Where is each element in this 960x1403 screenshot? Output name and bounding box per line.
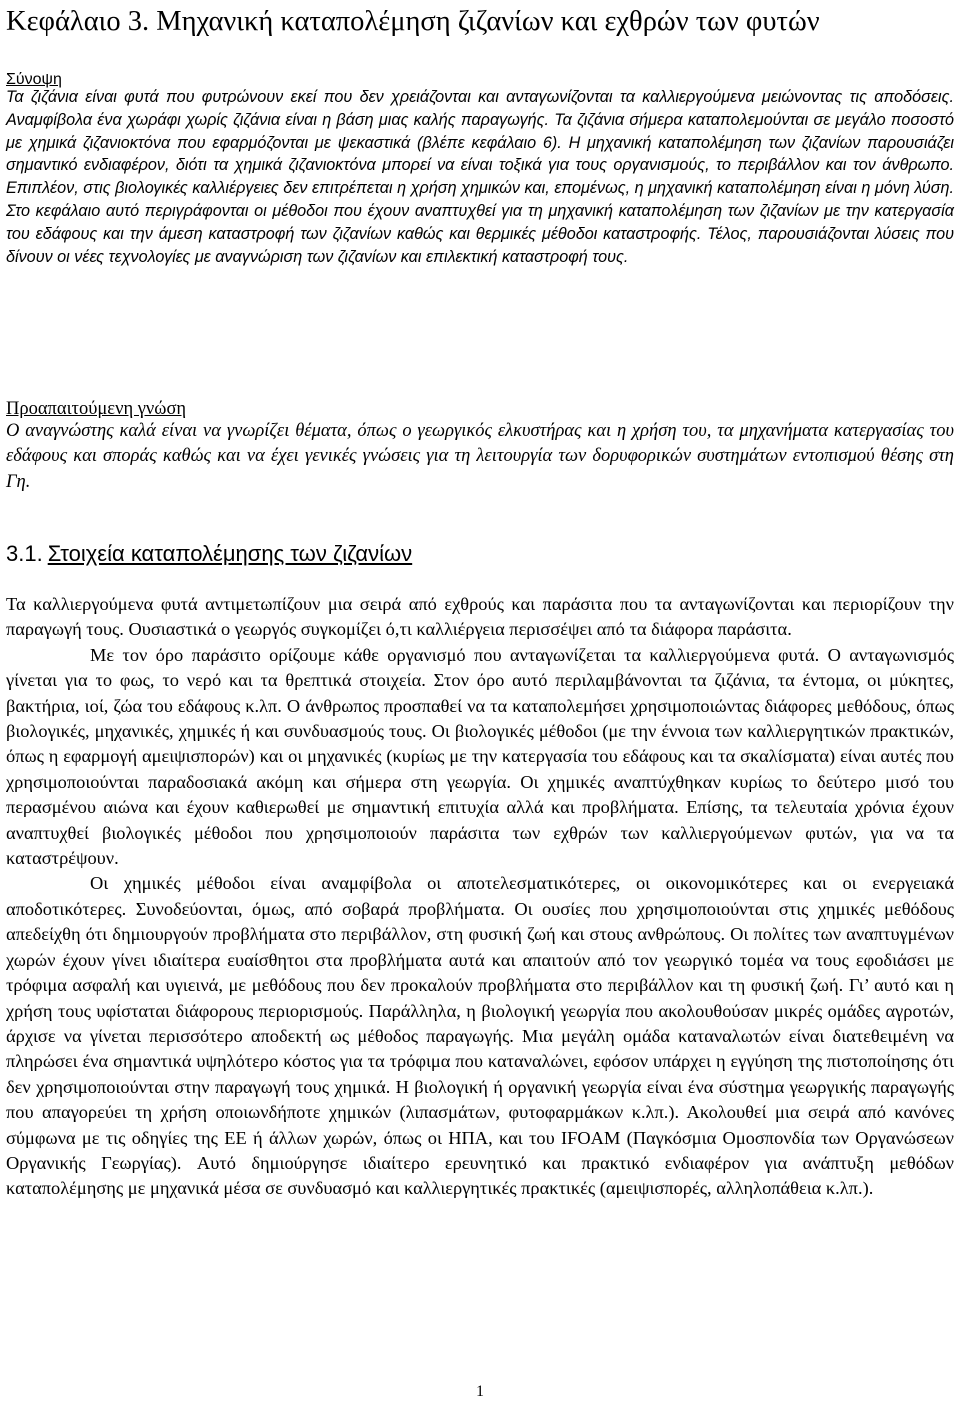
chapter-title: Κεφάλαιο 3. Μηχανική καταπολέμηση ζιζανίων και εχθρών των φυτών <box>6 6 820 37</box>
body-paragraph: Οι χημικές μέθοδοι είναι αναμφίβολα οι αποτελεσματικότερες, οι οικονομικότερες και οι ενεργειακά αποδοτικότερες. Συνοδεύονται, όμως, από σοβαρά προβλήματα. Οι ουσίες που χρησιμοποιούνται στις χημικές μεθόδους απεδείχθη ότι δημιουργούν προβλήματα στο περιβάλλον, στη φυσική ζωή και στους ανθρώπους. Οι πολίτες των αναπτυγμένων χωρών έχουν γίνει ιδιαίτερα ευαίσθητοι στα προβλήματα αυτά και απαιτούν από τον γεωργικό τομέα να τους εφοδιάσει με τρόφιμα ασφαλή και υγιεινά, με μεθόδους που δεν προκαλούν προβλήματα στο περιβάλλον και τη φυσική ζωή. Γι’ αυτό και η χρήση τους υφίσταται διάφορους περιορισμούς. Παράλληλα, η βιολογική γεωργία που ακολουθούσαν μικρές ομάδες αγροτών, άρχισε να γίνεται περισσότερο αποδεκτή ως μέθοδος παραγωγής. Μια μεγάλη ομάδα καταναλωτών είναι διατεθειμένη να πληρώσει ένα σημαντικά υψηλότερο κόστος για τα τρόφιμα που καταναλώνει, εφόσον υπάρχει η εγγύηση της πιστοποίησης ότι δεν χρησιμοποιούνται στην παραγωγή τους χημικά. Η βιολογική ή οργανική γεωργία είναι ένα σύστημα γεωργικής παραγωγής που απαγορεύει τη χρήση οποιωνδήποτε χημικών (λιπασμάτων, φυτοφαρμάκων κ.λπ.). Ακολουθεί μια σειρά από κανόνες σύμφωνα με τις οδηγίες της ΕΕ ή άλλων χωρών, όπως οι ΗΠΑ, και του IFOAM (Παγκόσμια Ομοσπονδία των Οργανώσεων Οργανικής Γεωργίας). Αυτό δημιούργησε ιδιαίτερο ερευνητικό και πρακτικό ενδιαφέρον για ανάπτυξη μεθόδων καταπολέμησης με μηχανικά μέσα σε συνδυασμό και καλλιεργητικές πρακτικές (αμειψισπορές, αλληλοπάθεια κ.λπ.). <box>6 873 954 1199</box>
body-paragraph: Με τον όρο παράσιτο ορίζουμε κάθε οργανισμό που ανταγωνίζεται τα καλλιεργούμενα φυτά. Ο ανταγωνισμός γίνεται για το φως, το νερό και τα θρεπτικά στοιχεία. Στον όρο αυτό περιλαμβάνονται τα ζιζάνια, τα έντομα, οι μύκητες, βακτήρια, ιοί, ζώα του εδάφους κ.λπ. Ο άνθρωπος προσπαθεί να τα καταπολεμήσει χρησιμοποιώντας διάφορες μεθόδους, όπως βιολογικές, μηχανικές, χημικές ή και συνδυασμούς τους. Οι βιολογικές μέθοδοι (με την έννοια των καλλιεργητικών πρακτικών, όπως η εφαρμογή αμειψισπορών) και οι μηχανικές (κυρίως με την κατεργασία του εδάφους και τα σκαλίσματα) είναι αυτές που χρησιμοποιούνται παραδοσιακά ακόμη και σήμερα στη γεωργία. Οι χημικές αναπτύχθηκαν κυρίως το δεύτερο μισό του περασμένου αιώνα και έχουν καθιερωθεί με σημαντική επιτυχία αλλά και προβλήματα. Επίσης, τα τελευταία χρόνια έχουν αναπτυχθεί βιολογικές μέθοδοι που χρησιμοποιούν παράσιτα των εχθρών των καλλιεργούμενων φυτών, για να τα καταστρέψουν. <box>6 644 954 869</box>
body-paragraph: Τα καλλιεργούμενα φυτά αντιμετωπίζουν μια σειρά από εχθρούς και παράσιτα που τα ανταγωνίζονται και περιορίζουν την παραγωγή τους. Ουσιαστικά ο γεωργός συγκομίζει ό,τι καλλιέργεια περισσέψει από τα διάφορα παράσιτα. <box>6 594 954 640</box>
prerequisites-text: Ο αναγνώστης καλά είναι να γνωρίζει θέματα, όπως ο γεωργικός ελκυστήρας και η χρήση του, τα μηχανήματα κατεργασίας του εδάφους και σποράς καθώς και να έχει γενικές γνώσεις για τη λειτουργία των δορυφορικών συστημάτων εντοπισμού θέσης στη Γη. <box>6 421 954 492</box>
document-page <box>6 0 954 1403</box>
section-body <box>6 592 954 1202</box>
page-number: 1 <box>476 1383 484 1400</box>
section-title: Στοιχεία καταπολέμησης των ζιζανίων <box>47 541 413 566</box>
section-number: 3.1. <box>6 541 43 566</box>
prerequisites-heading: Προαπαιτούμενη γνώση <box>6 399 187 419</box>
section-heading <box>6 540 412 568</box>
summary-text: Τα ζιζάνια είναι φυτά που φυτρώνουν εκεί που δεν χρειάζονται και ανταγωνίζονται τα καλλιεργούμενα μειώνοντας τις αποδόσεις. Αναμφίβολα ένα χωράφι χωρίς ζιζάνια είναι η βάση μιας καλής παραγωγής. Τα ζιζάνια σήμερα καταπολεμούνται σε μεγάλο ποσοστό με χημικά ζιζανιοκτόνα που εφαρμόζονται με ψεκαστικά (βλέπε κεφάλαιο 6). Η μηχανική καταπολέμηση των ζιζανίων παρουσιάζει σημαντικό ενδιαφέρον, διότι τα χημικά ζιζανιοκτόνα μπορεί να είναι τοξικά για τους οργανισμούς, το περιβάλλον και τον άνθρωπο. Επιπλέον, στις βιολογικές καλλιέργειες δεν επιτρέπεται η χρήση χημικών και, επομένως, η μηχανική καταπολέμηση είναι η μόνη λύση. Στο κεφάλαιο αυτό περιγράφονται οι μέθοδοι που έχουν αναπτυχθεί για τη μηχανική καταπολέμηση των ζιζανίων με την κατεργασία του εδάφους και την άμεση καταστροφή των ζιζανίων καθώς και θερμικές μέθοδοι καταστροφής. Τέλος, παρουσιάζονται λύσεις που δίνουν οι νέες τεχνολογίες με αναγνώριση των ζιζανίων και επιλεκτική καταστροφή τους. <box>6 88 954 266</box>
summary-heading: Σύνοψη <box>6 71 62 88</box>
